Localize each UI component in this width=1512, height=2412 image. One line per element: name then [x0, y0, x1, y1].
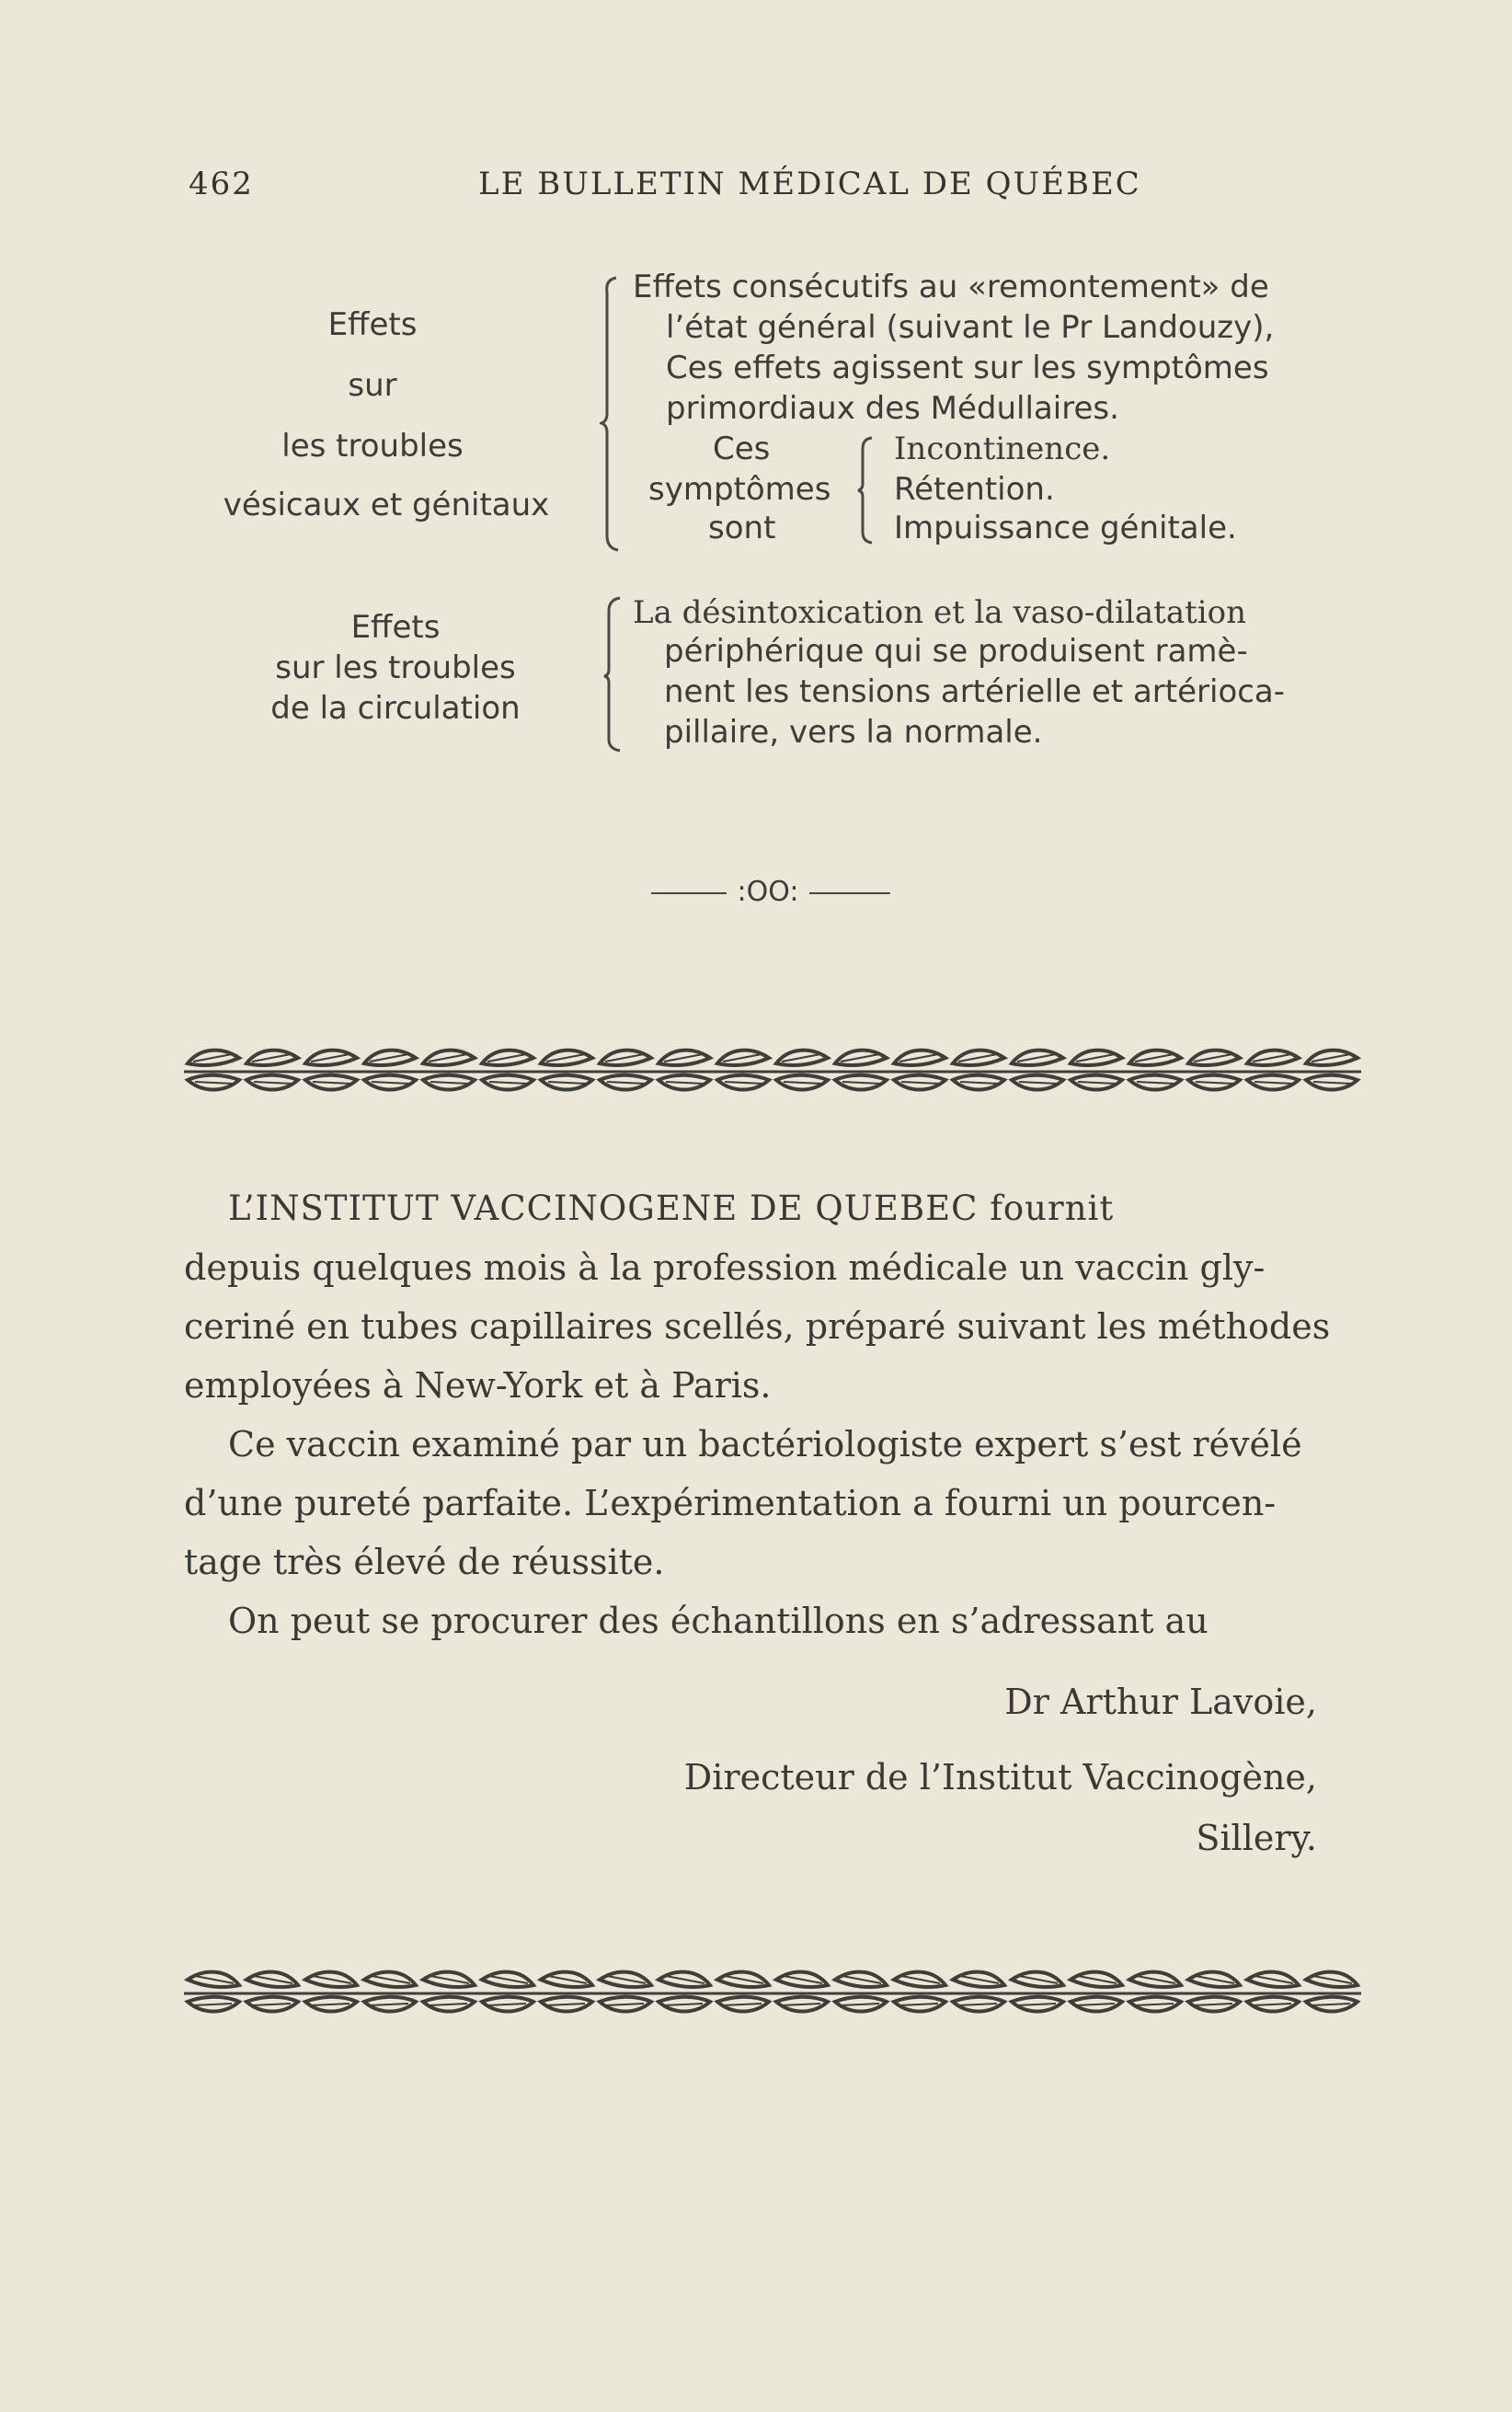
sub-label-line: Ces [713, 431, 771, 467]
section2-line: pillaire, vers la normale. [664, 714, 1043, 751]
left-label-line: Effets [350, 609, 441, 646]
notice-line: L’INSTITUT VACCINOGENE DE QUEBEC fournit [228, 1189, 1115, 1228]
paragraph-line [184, 1179, 1370, 1238]
sub-label-line: symptômes [648, 471, 831, 508]
section1-line: primordiaux des Médullaires. [666, 390, 1119, 427]
section2-line: périphérique qui se produisent ramè- [664, 633, 1248, 670]
symptom-item: Rétention. [894, 471, 1055, 508]
signature-title: Directeur de l’Institut Vaccinogène, [683, 1757, 1317, 1798]
notice-line: ceriné en tubes capillaires scellés, préparé suivant les méthodes [184, 1306, 1331, 1347]
separator-mark: :OO: [727, 874, 809, 911]
section2-line: La désintoxication et la vaso-dilatation [633, 594, 1247, 631]
notice-line: tage très élevé de réussite. [184, 1542, 665, 1582]
symptom-item: Incontinence. [894, 431, 1111, 467]
left-label-line: les troubles [281, 428, 464, 465]
left-label-line: sur [348, 367, 397, 404]
left-label-line: Effets [327, 306, 418, 343]
page-number: 462 [189, 166, 254, 202]
curly-brace-icon [603, 596, 624, 752]
section1-line: l’état général (suivant le Pr Landouzy), [666, 309, 1275, 346]
running-title: LE BULLETIN MÉDICAL DE QUÉBEC [478, 166, 1141, 202]
effects-circulation-label [212, 607, 579, 729]
curly-brace-icon [600, 276, 622, 552]
left-label-line: de la circulation [270, 690, 521, 727]
notice-body [184, 1179, 1370, 1650]
left-label-line: sur les troubles [275, 649, 516, 686]
notice-line: depuis quelques mois à la profession médicale un vaccin gly- [184, 1247, 1266, 1288]
notice-line: Ce vaccin examiné par un bactériologiste expert s’est révélé [228, 1424, 1302, 1464]
decorative-border-icon [184, 1043, 1361, 1098]
symptom-item: Impuissance génitale. [894, 510, 1237, 546]
notice-line: employées à New-York et à Paris. [184, 1365, 772, 1406]
section2-line: nent les tensions artérielle et artérioca- [664, 673, 1286, 710]
notice-line: On peut se procurer des échantillons en s’adressant au [228, 1601, 1208, 1641]
sub-label-line: sont [708, 510, 776, 546]
effects-urinary-genital-label [193, 294, 552, 523]
curly-brace-icon [857, 436, 876, 545]
notice-line: d’une pureté parfaite. L’expérimentation a fourni un pourcen- [184, 1483, 1277, 1523]
decorative-border-icon [184, 1965, 1361, 2020]
signature-name: Dr Arthur Lavoie, [1004, 1682, 1317, 1722]
section1-line: Effets consécutifs au «remontement» de [633, 269, 1269, 305]
signature-place: Sillery. [1196, 1818, 1317, 1858]
left-label-line: vésicaux et génitaux [223, 487, 550, 523]
section1-line: Ces effets agissent sur les symptômes [666, 350, 1269, 386]
